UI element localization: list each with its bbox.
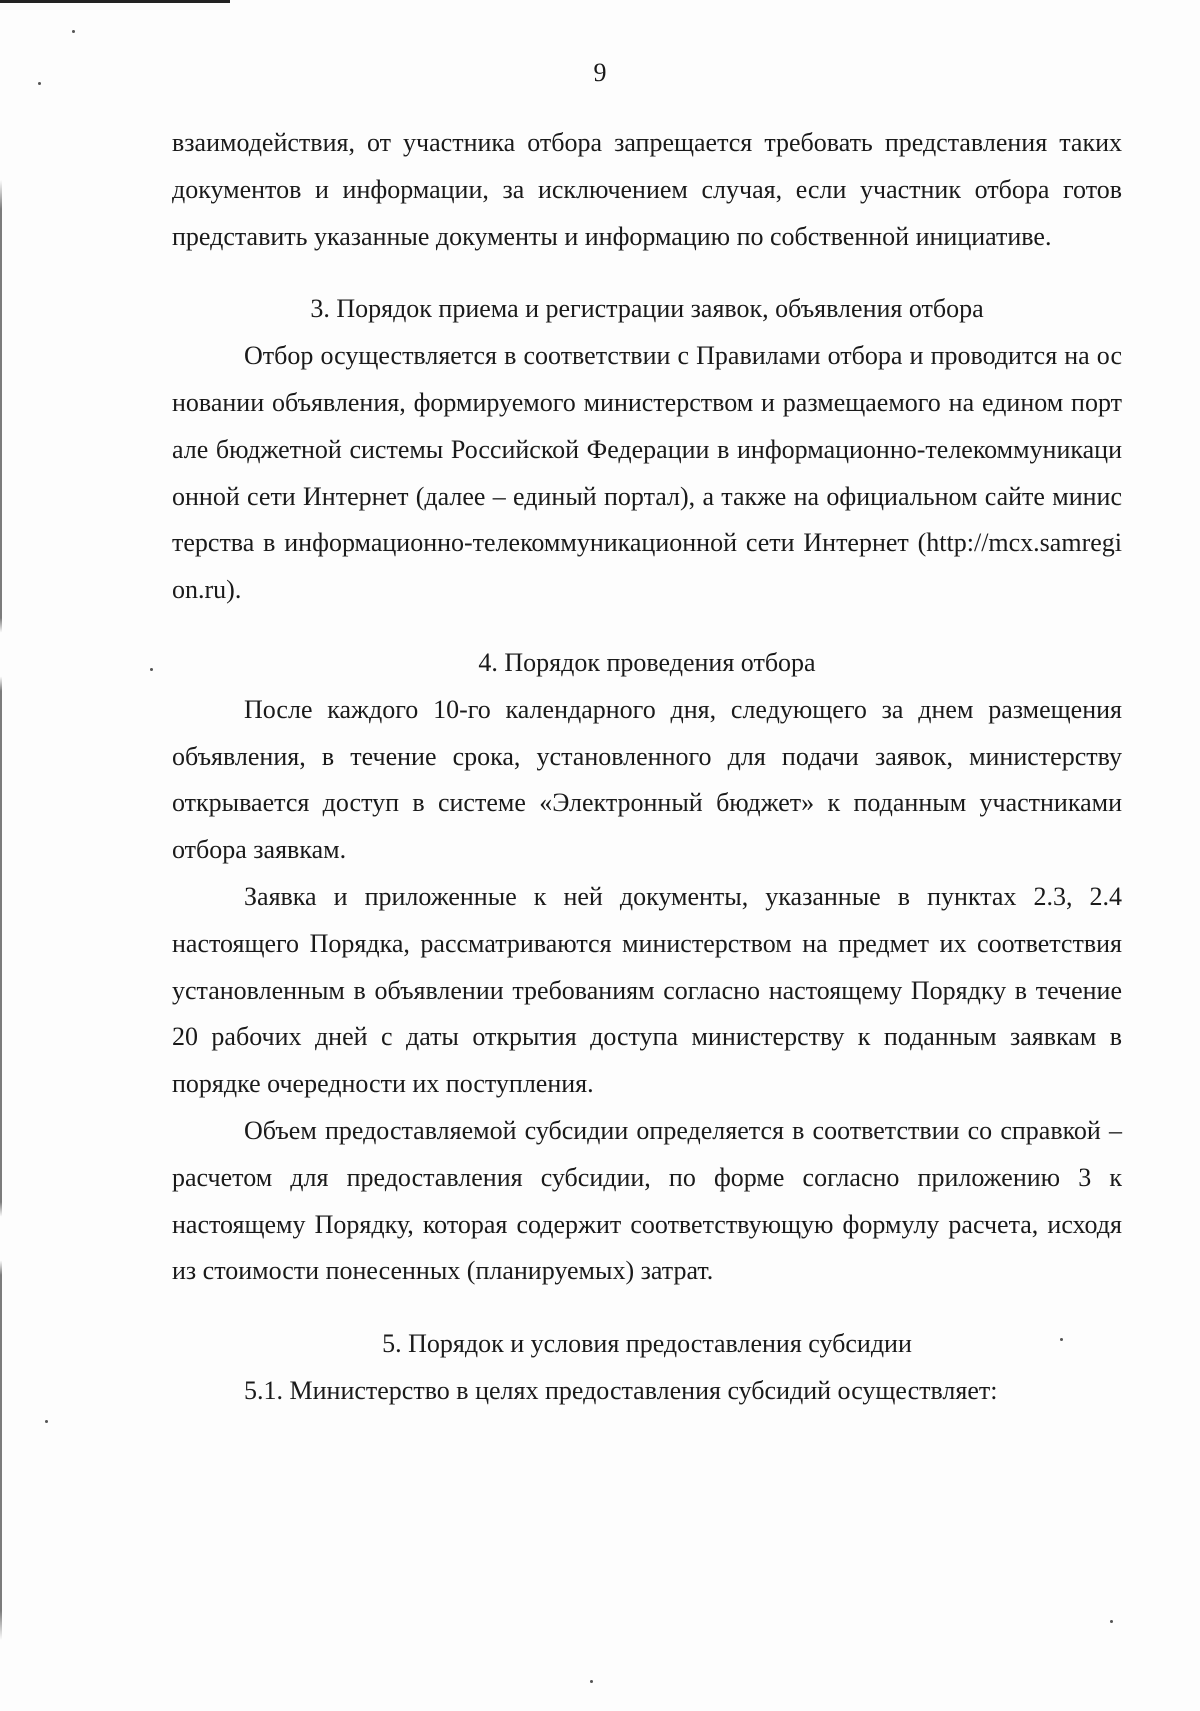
section-heading-3: 3. Порядок приема и регистрации заявок, объявления отбора xyxy=(310,294,984,324)
paragraph-access: После каждого 10-го календарного дня, следующего за днем размещения объявления, в течение срока, установленного для подачи заявок, министерству открывается доступ в системе «Электронный бюджет» к поданным участниками отбора заявкам. xyxy=(172,694,1122,865)
section-spacer xyxy=(172,614,1122,640)
paragraph-5-1: 5.1. Министерство в целях предоставления субсидий осуществляет: xyxy=(244,1375,998,1405)
page-number: 9 xyxy=(593,58,607,87)
scan-speck xyxy=(150,668,153,671)
paragraph-subsidy-volume: Объем предоставляемой субсидии определяется в соответствии со справкой – расчетом для предоставления субсидии, по форме согласно приложению 3 к настоящему Порядку, которая содержит соответствующую формулу расчета, исходя из стоимости понесенных (планируемых) затрат. xyxy=(172,1115,1122,1286)
scan-speck xyxy=(72,30,75,33)
section-spacer xyxy=(172,1295,1122,1321)
section-heading-4: 4. Порядок проведения отбора xyxy=(478,647,816,677)
document-body xyxy=(172,120,1122,1415)
paragraph-continuation: взаимодействия, от участника отбора запрещается требовать представления таких документов и информации, за исключением случая, если участник отбора готов представить указанные документы и информацию по собственной инициативе. xyxy=(172,128,1122,251)
scan-edge-top xyxy=(0,0,230,3)
scan-speck xyxy=(590,1680,593,1683)
scan-speck xyxy=(38,82,41,85)
section-heading-5: 5. Порядок и условия предоставления субсидии xyxy=(382,1329,912,1359)
scan-speck xyxy=(1060,1338,1063,1341)
scan-edge-left xyxy=(0,180,2,1640)
paragraph-selection-rules: Отбор осуществляется в соответствии с Правилами отбора и проводится на основании объявления, формируемого министерством и размещаемого на едином портале бюджетной системы Российской Федерации в информационно-телекоммуникационной сети Интернет (далее – единый портал), а также на официальном сайте министерства в информационно-телекоммуникационной сети Интернет (http://mcx.samregion.ru). xyxy=(172,341,1122,605)
paragraph-review: Заявка и приложенные к ней документы, указанные в пунктах 2.3, 2.4 настоящего Порядка, рассматриваются министерством на предмет их соответствия установленным в объявлении требованиям согласно настоящему Порядку в течение 20 рабочих дней с даты открытия доступа министерству к поданным заявкам в порядке очередности их поступления. xyxy=(172,881,1122,1099)
scan-speck xyxy=(1110,1620,1113,1623)
section-spacer xyxy=(172,260,1122,286)
scan-speck xyxy=(45,1420,48,1423)
